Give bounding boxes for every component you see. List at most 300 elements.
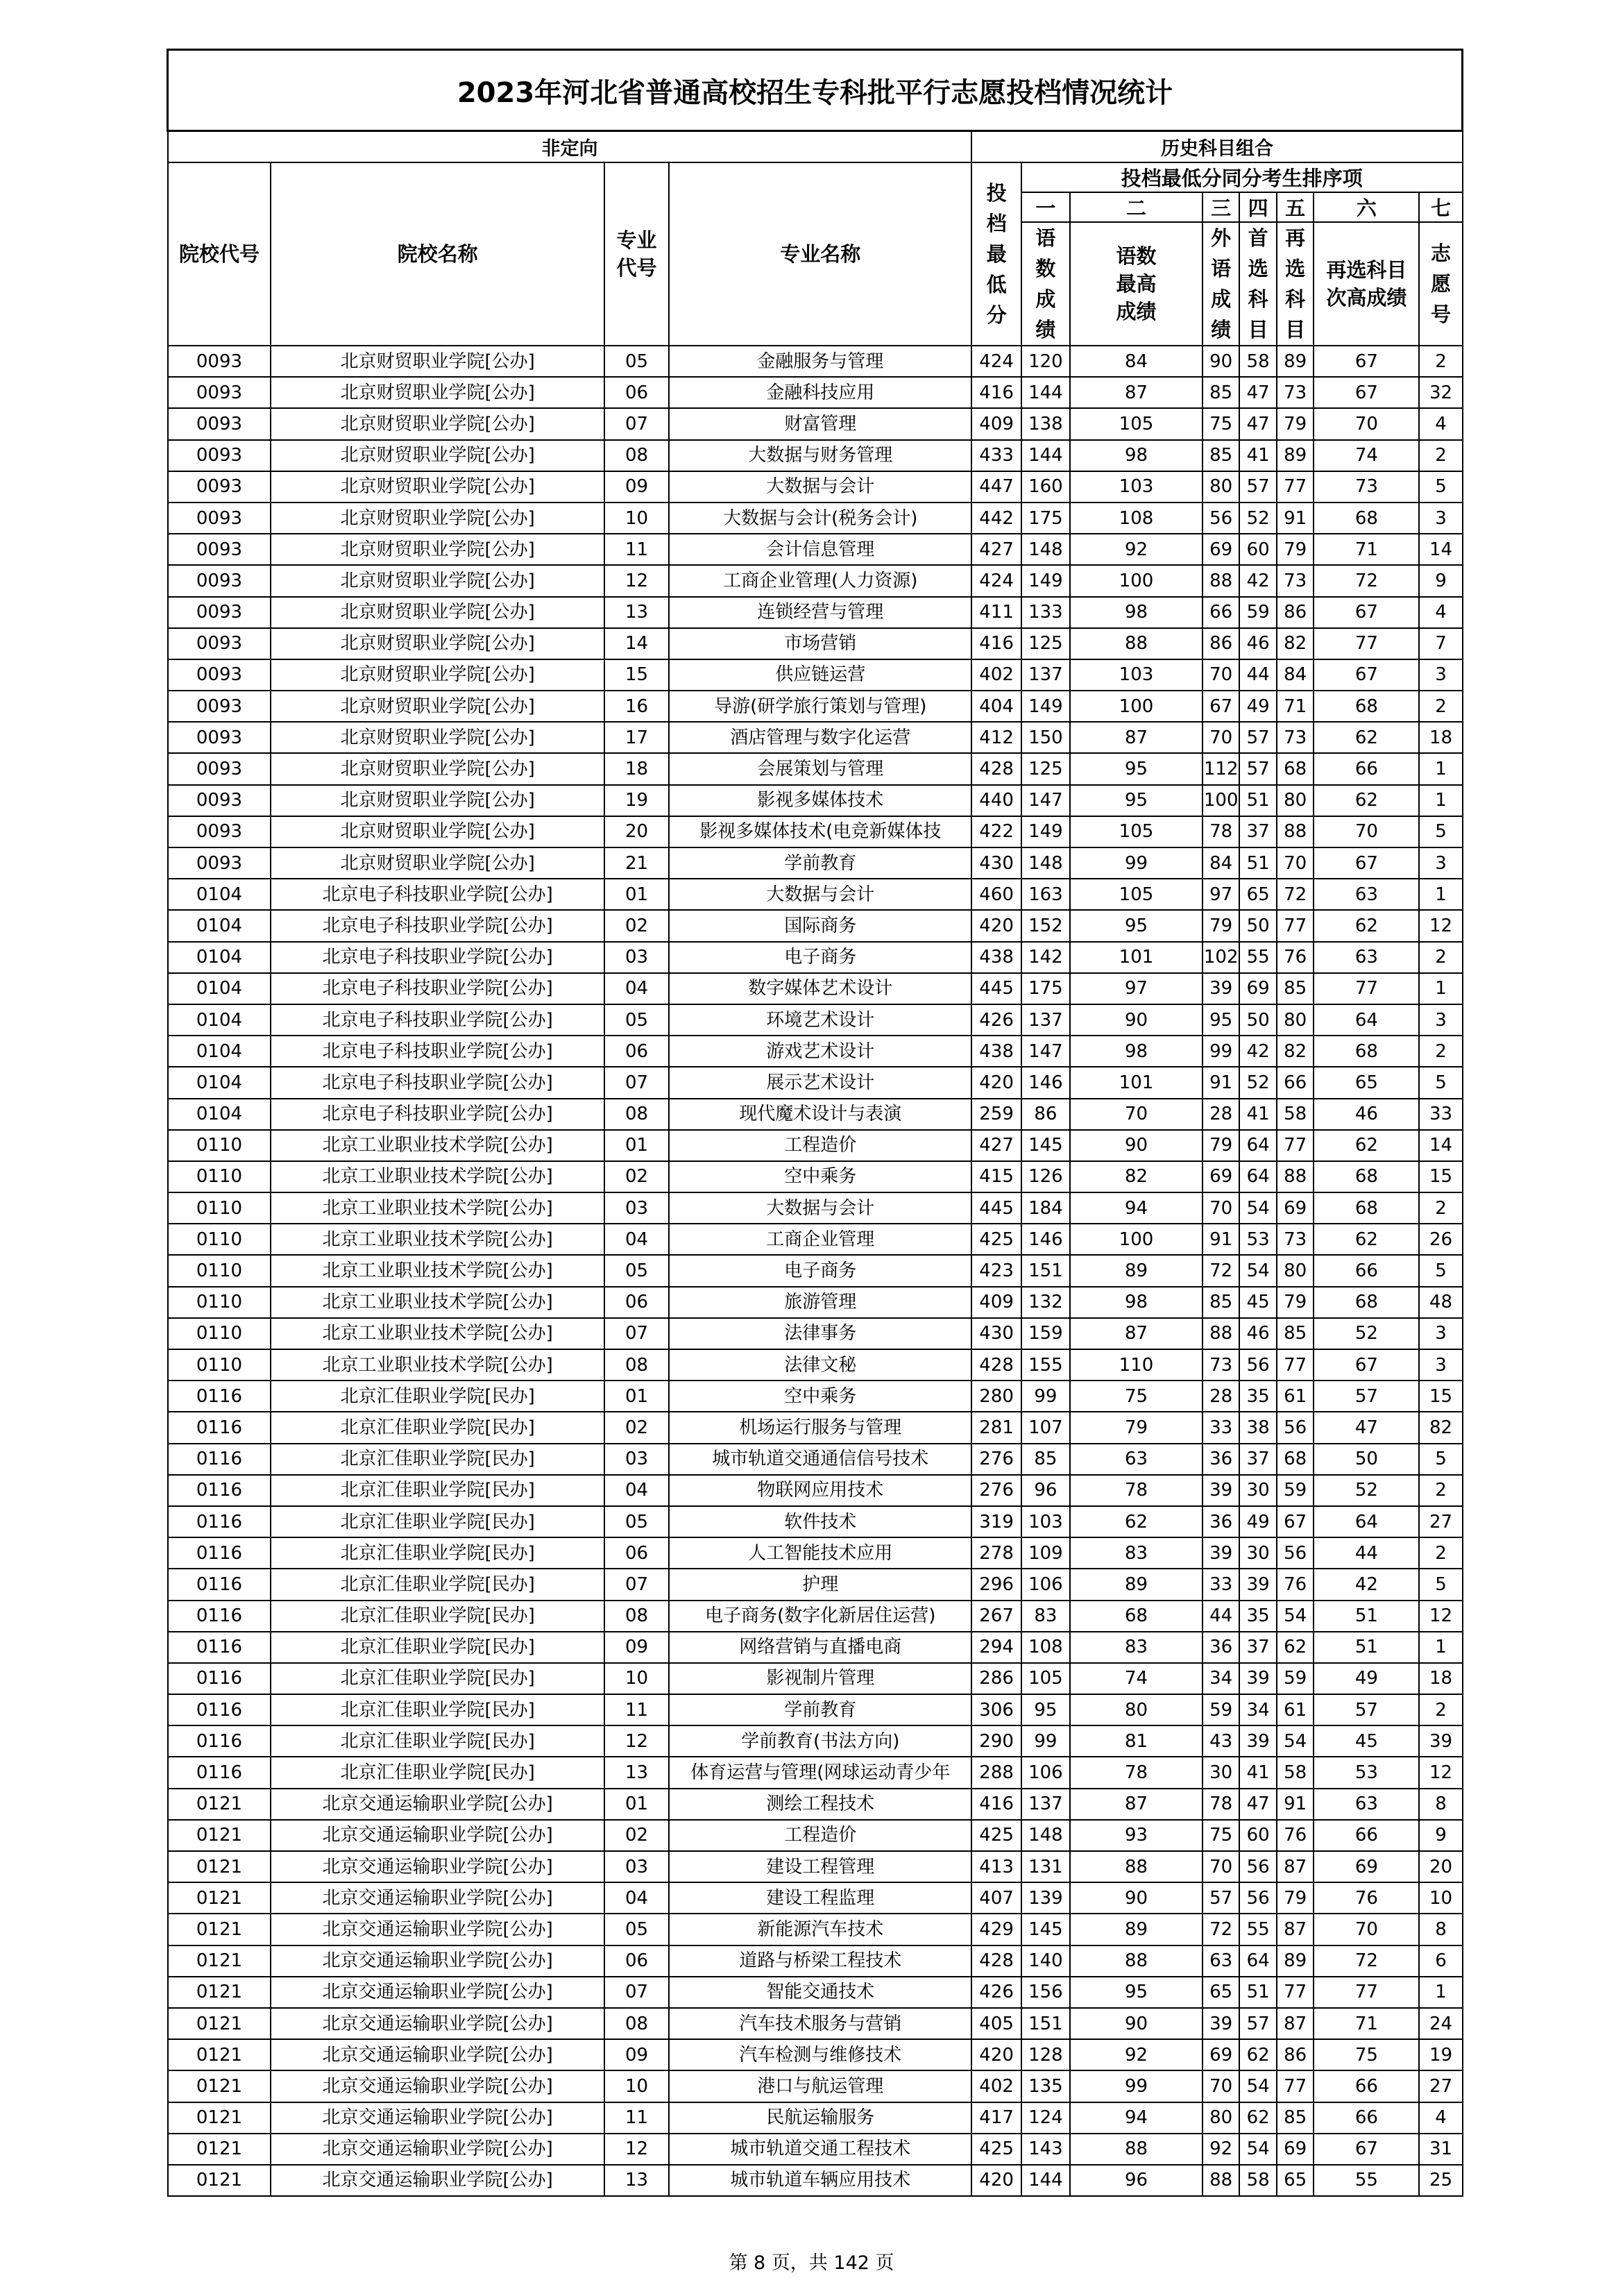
cell-school-name: 北京交通运输职业学院[公办]	[271, 1851, 604, 1882]
cell-min-score: 276	[971, 1444, 1021, 1475]
table-row	[168, 2102, 1463, 2134]
cell-major-code: 09	[604, 2039, 669, 2070]
cell-major-code: 03	[604, 942, 669, 973]
table-row	[168, 2070, 1463, 2102]
cell-first-subject: 47	[1239, 377, 1276, 408]
cell-school-code: 0116	[168, 1569, 271, 1600]
cell-major-name: 导游(研学旅行策划与管理)	[669, 691, 971, 722]
cell-foreign-language: 70	[1203, 1851, 1239, 1882]
cell-first-subject: 49	[1239, 691, 1276, 722]
cell-chinese-math: 151	[1021, 1255, 1070, 1286]
cell-second-subject-second-high: 50	[1314, 1444, 1419, 1475]
cell-major-code: 03	[604, 1444, 669, 1475]
cell-first-subject: 64	[1239, 1945, 1276, 1977]
cell-preference-number: 9	[1419, 565, 1462, 596]
cell-second-subject: 54	[1277, 1601, 1314, 1632]
cell-chinese-math: 99	[1021, 1725, 1070, 1757]
cell-major-name: 市场营销	[669, 628, 971, 659]
cell-foreign-language: 99	[1203, 1036, 1239, 1067]
cell-school-name: 北京工业职业技术学院[公办]	[271, 1318, 604, 1349]
cell-school-code: 0093	[168, 628, 271, 659]
table-row	[168, 1632, 1463, 1663]
cell-first-subject: 54	[1239, 2134, 1276, 2165]
cell-preference-number: 3	[1419, 1318, 1462, 1349]
cell-major-code: 09	[604, 1632, 669, 1663]
cell-major-name: 机场运行服务与管理	[669, 1412, 971, 1443]
cell-chinese-math: 147	[1021, 1036, 1070, 1067]
cell-school-code: 0116	[168, 1444, 271, 1475]
cell-major-code: 13	[604, 2165, 669, 2196]
cell-min-score: 420	[971, 910, 1021, 941]
cell-min-score: 420	[971, 2165, 1021, 2196]
cell-second-subject-second-high: 68	[1314, 1161, 1419, 1192]
cell-min-score: 427	[971, 534, 1021, 565]
table-row	[168, 565, 1463, 596]
cell-preference-number: 48	[1419, 1287, 1462, 1318]
cell-preference-number: 5	[1419, 1444, 1462, 1475]
cell-second-subject-second-high: 63	[1314, 1789, 1419, 1820]
cell-chinese-math-max: 103	[1070, 659, 1203, 691]
cell-chinese-math-max: 75	[1070, 1381, 1203, 1412]
cell-preference-number: 82	[1419, 1412, 1462, 1443]
cell-major-name: 空中乘务	[669, 1381, 971, 1412]
cell-chinese-math-max: 95	[1070, 1977, 1203, 2008]
cell-min-score: 416	[971, 1789, 1021, 1820]
cell-school-code: 0093	[168, 534, 271, 565]
cell-foreign-language: 92	[1203, 2134, 1239, 2165]
cell-major-code: 15	[604, 659, 669, 691]
sort-group: 投档最低分同分考生排序项	[1021, 162, 1463, 192]
cell-first-subject: 46	[1239, 628, 1276, 659]
cell-min-score: 428	[971, 1945, 1021, 1977]
non-directed-group: 非定向	[168, 131, 972, 163]
cell-school-code: 0121	[168, 1945, 271, 1977]
cell-major-name: 大数据与财务管理	[669, 440, 971, 471]
cell-chinese-math-max: 87	[1070, 377, 1203, 408]
cell-school-name: 北京财贸职业学院[公办]	[271, 565, 604, 596]
page-footer: 第 8 页，共 142 页	[729, 2252, 894, 2274]
cell-second-subject-second-high: 68	[1314, 1287, 1419, 1318]
cell-preference-number: 1	[1419, 1632, 1462, 1663]
cell-chinese-math-max: 103	[1070, 471, 1203, 503]
cell-second-subject: 58	[1277, 1099, 1314, 1130]
cell-school-code: 0093	[168, 565, 271, 596]
cell-school-code: 0110	[168, 1287, 271, 1318]
table-row	[168, 1601, 1463, 1632]
cell-first-subject: 47	[1239, 1789, 1276, 1820]
cell-foreign-language: 67	[1203, 691, 1239, 722]
cell-preference-number: 2	[1419, 1694, 1462, 1725]
cell-min-score: 409	[971, 1287, 1021, 1318]
cell-second-subject-second-high: 44	[1314, 1537, 1419, 1569]
cell-foreign-language: 44	[1203, 1601, 1239, 1632]
cell-chinese-math-max: 94	[1070, 1192, 1203, 1224]
cell-school-name: 北京汇佳职业学院[民办]	[271, 1632, 604, 1663]
cell-preference-number: 2	[1419, 440, 1462, 471]
cell-chinese-math-max: 95	[1070, 753, 1203, 784]
cell-min-score: 276	[971, 1475, 1021, 1506]
cell-preference-number: 2	[1419, 1192, 1462, 1224]
rank-6: 六	[1314, 192, 1419, 222]
cell-chinese-math: 144	[1021, 2165, 1070, 2196]
cell-school-code: 0093	[168, 377, 271, 408]
cell-second-subject-second-high: 62	[1314, 1130, 1419, 1161]
cell-second-subject: 72	[1277, 879, 1314, 910]
cell-foreign-language: 100	[1203, 785, 1239, 816]
cell-first-subject: 44	[1239, 659, 1276, 691]
cell-foreign-language: 88	[1203, 1318, 1239, 1349]
cell-chinese-math: 156	[1021, 1977, 1070, 2008]
cell-second-subject: 85	[1277, 973, 1314, 1004]
cell-major-code: 03	[604, 1851, 669, 1882]
cell-first-subject: 51	[1239, 785, 1276, 816]
cell-second-subject-second-high: 53	[1314, 1757, 1419, 1788]
cell-school-name: 北京汇佳职业学院[民办]	[271, 1601, 604, 1632]
cell-min-score: 280	[971, 1381, 1021, 1412]
cell-major-code: 05	[604, 1914, 669, 1945]
cell-school-name: 北京汇佳职业学院[民办]	[271, 1725, 604, 1757]
cell-foreign-language: 112	[1203, 753, 1239, 784]
cell-school-code: 0093	[168, 722, 271, 753]
cell-chinese-math: 155	[1021, 1349, 1070, 1381]
cell-major-code: 04	[604, 1882, 669, 1914]
cell-school-name: 北京交通运输职业学院[公办]	[271, 2102, 604, 2134]
cell-second-subject: 79	[1277, 1287, 1314, 1318]
cell-chinese-math: 105	[1021, 1663, 1070, 1694]
cell-second-subject-second-high: 67	[1314, 2134, 1419, 2165]
cell-major-name: 港口与航运管理	[669, 2070, 971, 2102]
cell-foreign-language: 84	[1203, 847, 1239, 879]
cell-major-name: 数字媒体艺术设计	[669, 973, 971, 1004]
cell-school-name: 北京交通运输职业学院[公办]	[271, 1882, 604, 1914]
cell-foreign-language: 36	[1203, 1444, 1239, 1475]
cell-school-name: 北京汇佳职业学院[民办]	[271, 1537, 604, 1569]
table-row	[168, 1725, 1463, 1757]
cell-second-subject: 89	[1277, 346, 1314, 377]
cell-major-name: 法律文秘	[669, 1349, 971, 1381]
cell-second-subject: 65	[1277, 2165, 1314, 2196]
cell-preference-number: 32	[1419, 377, 1462, 408]
cell-second-subject: 87	[1277, 1851, 1314, 1882]
cell-chinese-math: 120	[1021, 346, 1070, 377]
cell-major-name: 学前教育	[669, 1694, 971, 1725]
cell-school-code: 0093	[168, 408, 271, 439]
cell-major-code: 16	[604, 691, 669, 722]
cell-school-code: 0121	[168, 2039, 271, 2070]
cell-school-name: 北京工业职业技术学院[公办]	[271, 1349, 604, 1381]
cell-min-score: 422	[971, 816, 1021, 847]
page-title: 2023年河北省普通高校招生专科批平行志愿投档情况统计	[168, 50, 1463, 131]
cell-chinese-math-max: 82	[1070, 1161, 1203, 1192]
cell-chinese-math: 108	[1021, 1632, 1070, 1663]
cell-chinese-math-max: 105	[1070, 816, 1203, 847]
cell-chinese-math: 184	[1021, 1192, 1070, 1224]
cell-foreign-language: 70	[1203, 659, 1239, 691]
cell-major-code: 10	[604, 503, 669, 534]
table-row	[168, 597, 1463, 628]
cell-major-code: 11	[604, 1694, 669, 1725]
cell-chinese-math-max: 81	[1070, 1725, 1203, 1757]
cell-second-subject: 77	[1277, 471, 1314, 503]
cell-chinese-math-max: 98	[1070, 1036, 1203, 1067]
cell-preference-number: 12	[1419, 910, 1462, 941]
cell-major-name: 电子商务(数字化新居住运营)	[669, 1601, 971, 1632]
cell-preference-number: 6	[1419, 1945, 1462, 1977]
cell-second-subject-second-high: 68	[1314, 1036, 1419, 1067]
cell-major-code: 06	[604, 1945, 669, 1977]
sub-chinese-math: 语数成绩	[1021, 222, 1070, 346]
cell-foreign-language: 88	[1203, 565, 1239, 596]
table-row	[168, 1945, 1463, 1977]
cell-chinese-math-max: 78	[1070, 1757, 1203, 1788]
cell-second-subject: 87	[1277, 2008, 1314, 2039]
cell-chinese-math-max: 88	[1070, 628, 1203, 659]
cell-major-code: 19	[604, 785, 669, 816]
cell-chinese-math: 99	[1021, 1381, 1070, 1412]
cell-preference-number: 5	[1419, 1569, 1462, 1600]
cell-major-code: 08	[604, 1349, 669, 1381]
cell-major-name: 现代魔术设计与表演	[669, 1099, 971, 1130]
sub-second-subject-second-high: 再选科目次高成绩	[1314, 222, 1419, 346]
cell-major-name: 智能交通技术	[669, 1977, 971, 2008]
cell-preference-number: 1	[1419, 1977, 1462, 2008]
cell-school-name: 北京汇佳职业学院[民办]	[271, 1412, 604, 1443]
cell-first-subject: 64	[1239, 1161, 1276, 1192]
cell-foreign-language: 78	[1203, 1789, 1239, 1820]
cell-preference-number: 12	[1419, 1601, 1462, 1632]
cell-foreign-language: 28	[1203, 1381, 1239, 1412]
cell-first-subject: 49	[1239, 1506, 1276, 1537]
cell-school-code: 0121	[168, 1851, 271, 1882]
table-row	[168, 408, 1463, 439]
cell-first-subject: 59	[1239, 597, 1276, 628]
cell-preference-number: 3	[1419, 847, 1462, 879]
cell-major-code: 04	[604, 1475, 669, 1506]
cell-major-code: 04	[604, 973, 669, 1004]
cell-second-subject-second-high: 67	[1314, 1349, 1419, 1381]
cell-school-code: 0104	[168, 1036, 271, 1067]
cell-preference-number: 3	[1419, 1004, 1462, 1036]
cell-chinese-math-max: 93	[1070, 1820, 1203, 1851]
cell-min-score: 429	[971, 1914, 1021, 1945]
cell-school-code: 0121	[168, 1820, 271, 1851]
table-row	[168, 2134, 1463, 2165]
table-row	[168, 1287, 1463, 1318]
cell-preference-number: 4	[1419, 2102, 1462, 2134]
cell-min-score: 296	[971, 1569, 1021, 1600]
cell-major-code: 06	[604, 1537, 669, 1569]
cell-min-score: 447	[971, 471, 1021, 503]
cell-second-subject: 77	[1277, 1977, 1314, 2008]
cell-first-subject: 54	[1239, 1255, 1276, 1286]
cell-foreign-language: 66	[1203, 597, 1239, 628]
cell-preference-number: 5	[1419, 1067, 1462, 1098]
cell-major-code: 09	[604, 471, 669, 503]
table-row	[168, 1882, 1463, 1914]
cell-second-subject: 77	[1277, 2070, 1314, 2102]
cell-major-code: 13	[604, 1757, 669, 1788]
cell-chinese-math: 83	[1021, 1601, 1070, 1632]
cell-chinese-math-max: 100	[1070, 691, 1203, 722]
cell-second-subject: 59	[1277, 1475, 1314, 1506]
table-row	[168, 2165, 1463, 2196]
cell-school-name: 北京交通运输职业学院[公办]	[271, 1977, 604, 2008]
cell-preference-number: 5	[1419, 471, 1462, 503]
cell-chinese-math-max: 108	[1070, 503, 1203, 534]
cell-chinese-math: 139	[1021, 1882, 1070, 1914]
cell-school-code: 0093	[168, 440, 271, 471]
cell-chinese-math-max: 101	[1070, 942, 1203, 973]
cell-school-name: 北京电子科技职业学院[公办]	[271, 973, 604, 1004]
cell-min-score: 409	[971, 408, 1021, 439]
cell-major-name: 游戏艺术设计	[669, 1036, 971, 1067]
cell-chinese-math: 163	[1021, 879, 1070, 910]
cell-chinese-math-max: 88	[1070, 1851, 1203, 1882]
cell-second-subject: 77	[1277, 1349, 1314, 1381]
rank-3: 三	[1203, 192, 1239, 222]
cell-school-code: 0104	[168, 1067, 271, 1098]
cell-major-code: 04	[604, 1224, 669, 1255]
cell-chinese-math-max: 83	[1070, 1632, 1203, 1663]
cell-major-code: 02	[604, 1412, 669, 1443]
cell-second-subject-second-high: 67	[1314, 346, 1419, 377]
cell-foreign-language: 102	[1203, 942, 1239, 973]
cell-first-subject: 54	[1239, 1192, 1276, 1224]
cell-school-name: 北京交通运输职业学院[公办]	[271, 1820, 604, 1851]
cell-second-subject-second-high: 73	[1314, 471, 1419, 503]
cell-school-code: 0121	[168, 2070, 271, 2102]
cell-foreign-language: 28	[1203, 1099, 1239, 1130]
cell-min-score: 445	[971, 973, 1021, 1004]
cell-major-code: 02	[604, 910, 669, 941]
table-row	[168, 1349, 1463, 1381]
cell-school-name: 北京电子科技职业学院[公办]	[271, 910, 604, 941]
cell-second-subject-second-high: 72	[1314, 1945, 1419, 1977]
cell-min-score: 405	[971, 2008, 1021, 2039]
cell-chinese-math: 135	[1021, 2070, 1070, 2102]
cell-major-code: 07	[604, 1977, 669, 2008]
cell-chinese-math-max: 90	[1070, 1130, 1203, 1161]
cell-second-subject: 69	[1277, 1192, 1314, 1224]
cell-foreign-language: 80	[1203, 471, 1239, 503]
cell-second-subject: 61	[1277, 1694, 1314, 1725]
cell-school-name: 北京交通运输职业学院[公办]	[271, 1789, 604, 1820]
table-row	[168, 1004, 1463, 1036]
cell-second-subject: 79	[1277, 534, 1314, 565]
cell-major-name: 国际商务	[669, 910, 971, 941]
cell-major-name: 道路与桥梁工程技术	[669, 1945, 971, 1977]
table-row	[168, 1820, 1463, 1851]
cell-school-name: 北京工业职业技术学院[公办]	[271, 1287, 604, 1318]
cell-second-subject: 77	[1277, 1130, 1314, 1161]
cell-school-code: 0121	[168, 1882, 271, 1914]
cell-major-name: 电子商务	[669, 1255, 971, 1286]
cell-min-score: 417	[971, 2102, 1021, 2134]
cell-school-code: 0110	[168, 1130, 271, 1161]
sub-second-subject: 再选科目	[1277, 222, 1314, 346]
cell-major-name: 学前教育	[669, 847, 971, 879]
cell-school-code: 0093	[168, 847, 271, 879]
cell-min-score: 281	[971, 1412, 1021, 1443]
table-row	[168, 753, 1463, 784]
cell-second-subject: 73	[1277, 722, 1314, 753]
cell-first-subject: 52	[1239, 503, 1276, 534]
cell-chinese-math-max: 70	[1070, 1099, 1203, 1130]
cell-chinese-math-max: 98	[1070, 440, 1203, 471]
cell-first-subject: 57	[1239, 471, 1276, 503]
table-row	[168, 1663, 1463, 1694]
table-row	[168, 2008, 1463, 2039]
cell-major-name: 空中乘务	[669, 1161, 971, 1192]
cell-school-code: 0104	[168, 1099, 271, 1130]
cell-school-code: 0110	[168, 1192, 271, 1224]
cell-school-name: 北京财贸职业学院[公办]	[271, 847, 604, 879]
cell-min-score: 423	[971, 1255, 1021, 1286]
cell-foreign-language: 91	[1203, 1067, 1239, 1098]
cell-major-code: 03	[604, 1192, 669, 1224]
cell-second-subject-second-high: 62	[1314, 785, 1419, 816]
sub-preference-number: 志愿号	[1419, 222, 1462, 346]
cell-chinese-math: 133	[1021, 597, 1070, 628]
cell-school-code: 0121	[168, 2102, 271, 2134]
cell-foreign-language: 57	[1203, 1882, 1239, 1914]
cell-major-code: 17	[604, 722, 669, 753]
cell-min-score: 427	[971, 1130, 1021, 1161]
cell-major-code: 01	[604, 1381, 669, 1412]
cell-major-code: 01	[604, 1130, 669, 1161]
cell-chinese-math: 106	[1021, 1757, 1070, 1788]
table-row	[168, 377, 1463, 408]
cell-chinese-math: 146	[1021, 1224, 1070, 1255]
cell-second-subject-second-high: 77	[1314, 628, 1419, 659]
cell-second-subject: 73	[1277, 377, 1314, 408]
cell-min-score: 442	[971, 503, 1021, 534]
table-row	[168, 440, 1463, 471]
cell-preference-number: 1	[1419, 879, 1462, 910]
cell-foreign-language: 72	[1203, 1255, 1239, 1286]
cell-second-subject: 85	[1277, 2102, 1314, 2134]
cell-second-subject: 61	[1277, 1381, 1314, 1412]
cell-school-name: 北京财贸职业学院[公办]	[271, 691, 604, 722]
cell-preference-number: 9	[1419, 1820, 1462, 1851]
cell-first-subject: 58	[1239, 2165, 1276, 2196]
cell-preference-number: 2	[1419, 346, 1462, 377]
cell-first-subject: 30	[1239, 1537, 1276, 1569]
cell-preference-number: 14	[1419, 534, 1462, 565]
cell-second-subject: 70	[1277, 847, 1314, 879]
cell-foreign-language: 33	[1203, 1569, 1239, 1600]
cell-first-subject: 53	[1239, 1224, 1276, 1255]
cell-foreign-language: 79	[1203, 1130, 1239, 1161]
cell-school-name: 北京财贸职业学院[公办]	[271, 408, 604, 439]
col-major-code: 专业代号	[604, 162, 669, 346]
cell-school-name: 北京交通运输职业学院[公办]	[271, 2008, 604, 2039]
cell-second-subject-second-high: 70	[1314, 816, 1419, 847]
cell-major-code: 12	[604, 2134, 669, 2165]
cell-chinese-math-max: 99	[1070, 847, 1203, 879]
cell-major-name: 影视制片管理	[669, 1663, 971, 1694]
table-row	[168, 691, 1463, 722]
cell-first-subject: 30	[1239, 1475, 1276, 1506]
cell-school-name: 北京汇佳职业学院[民办]	[271, 1506, 604, 1537]
cell-school-name: 北京财贸职业学院[公办]	[271, 785, 604, 816]
cell-foreign-language: 70	[1203, 1192, 1239, 1224]
cell-first-subject: 58	[1239, 346, 1276, 377]
cell-chinese-math: 175	[1021, 973, 1070, 1004]
cell-second-subject: 54	[1277, 1725, 1314, 1757]
cell-chinese-math: 137	[1021, 1004, 1070, 1036]
cell-major-code: 10	[604, 1663, 669, 1694]
